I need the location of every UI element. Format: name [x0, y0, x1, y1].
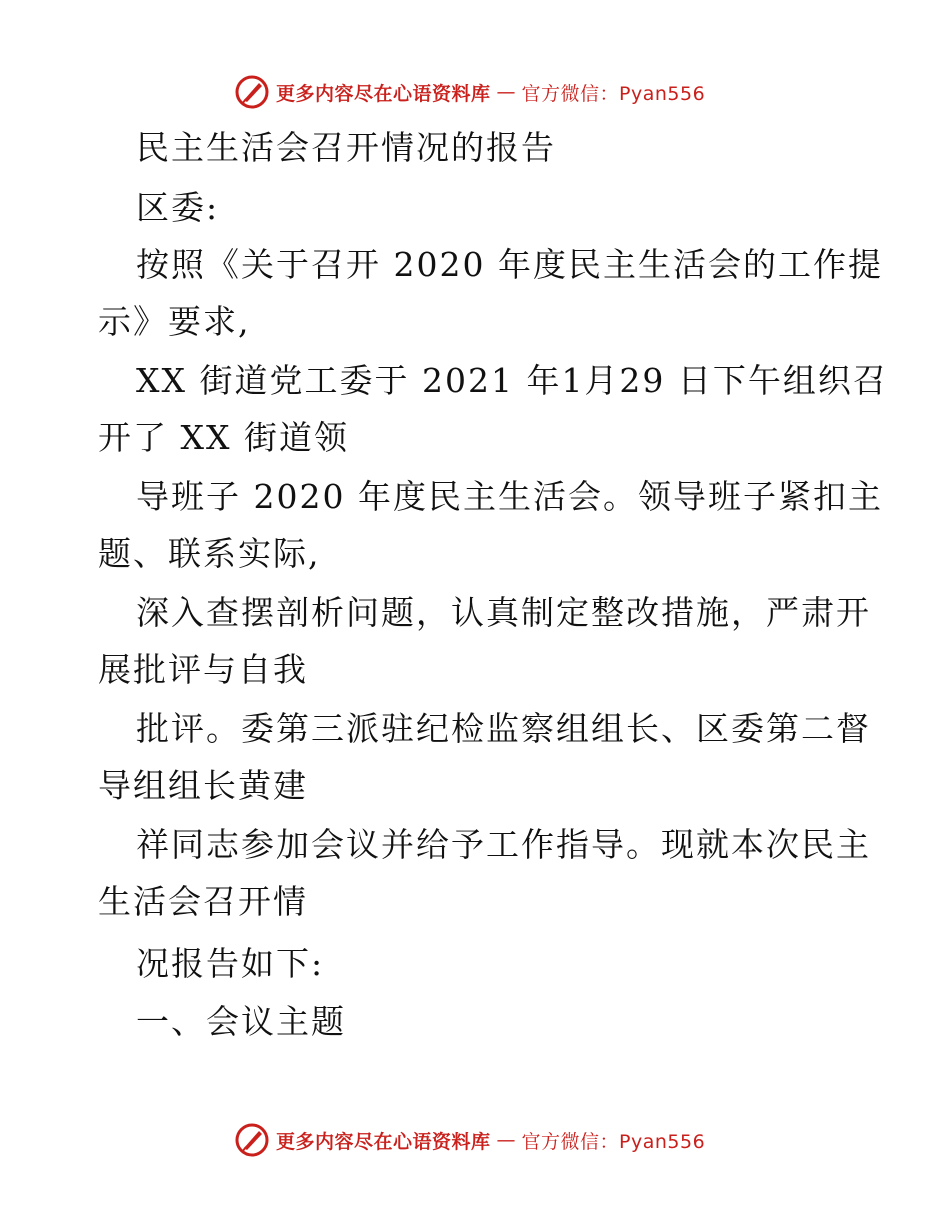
watermark-library-text: 更多内容尽在心语资料库: [276, 1130, 491, 1153]
quill-circle-logo-icon: [234, 74, 270, 110]
paragraph-line: XX 街道党工委于 2021 年1月29 日下午组织召: [136, 361, 888, 400]
paragraph-line: 开了 XX 街道领: [98, 418, 349, 457]
watermark-wechat-text: 官方微信：Pyan556: [521, 1130, 706, 1153]
paragraph-line: 题、联系实际,: [98, 534, 321, 573]
paragraph-line: 展批评与自我: [98, 650, 308, 689]
watermark-library-text: 更多内容尽在心语资料库: [276, 82, 491, 105]
paragraph-line: 批评。委第三派驻纪检监察组组长、区委第二督: [136, 709, 871, 748]
paragraph-line: 生活会召开情: [98, 882, 308, 921]
document-title: 民主生活会召开情况的报告: [136, 128, 556, 167]
section-heading: 一、会议主题: [136, 1002, 346, 1041]
paragraph-line: 示》要求,: [98, 302, 251, 341]
watermark-separator: —: [496, 1129, 516, 1151]
paragraph-line: 按照《关于召开 2020 年度民主生活会的工作提: [136, 245, 883, 284]
watermark-separator: —: [496, 81, 516, 103]
document-salutation: 区委:: [136, 188, 220, 227]
watermark-banner-top: [234, 72, 705, 112]
watermark-banner-bottom: [234, 1120, 705, 1160]
paragraph-line: 深入查摆剖析问题，认真制定整改措施，严肃开: [136, 593, 871, 632]
paragraph-line: 祥同志参加会议并给予工作指导。现就本次民主: [136, 825, 871, 864]
quill-circle-logo-icon: [234, 1122, 270, 1158]
watermark-wechat-text: 官方微信：Pyan556: [521, 82, 706, 105]
paragraph-line: 导班子 2020 年度民主生活会。领导班子紧扣主: [136, 477, 883, 516]
paragraph-line: 导组组长黄建: [98, 766, 308, 805]
paragraph-line: 况报告如下:: [136, 944, 325, 983]
